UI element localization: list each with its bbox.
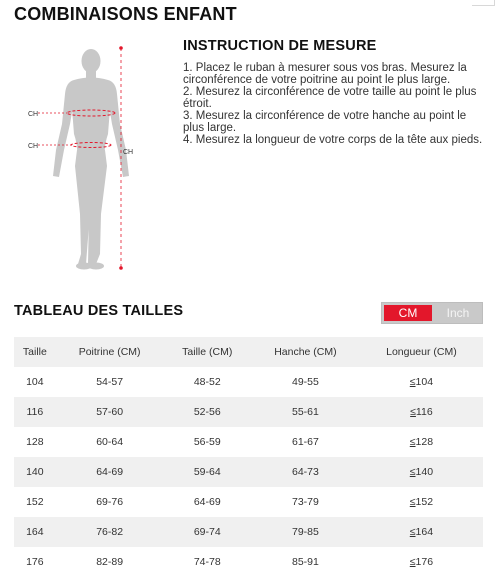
height-marker-label: CH [123, 149, 134, 156]
column-header: Taille [22, 346, 47, 358]
waist-cell: 52-56 [193, 406, 221, 418]
size-table-body [14, 367, 483, 577]
table-row [14, 487, 483, 517]
column-header: Taille (CM) [182, 346, 233, 358]
hip-cell: 85-91 [291, 556, 319, 568]
instruction-step: 2. Mesurez la circonférence de votre taille au point le plus étroit. [183, 86, 477, 110]
length-value: 116 [415, 406, 433, 418]
chest-cell: 82-89 [96, 556, 124, 568]
chest-cell: 60-64 [96, 436, 124, 448]
chest-cell: 57-60 [96, 406, 124, 418]
page-title: COMBINAISONS ENFANT [14, 4, 237, 24]
instruction-step: 3. Mesurez la circonférence de votre hanche au point le plus large. [183, 110, 467, 134]
hip-cell: 49-55 [291, 376, 319, 388]
length-cell [360, 547, 483, 577]
instruction-step: 1. Placez le ruban à mesurer sous vos bras. Mesurez la circonférence de votre poitrine au point le plus large. [183, 62, 467, 86]
height-bottom-dot [119, 266, 123, 270]
size-cell: 104 [26, 376, 44, 388]
less-or-equal-icon: ≤ [410, 406, 416, 418]
hip-cell: 55-61 [291, 406, 319, 418]
length-value: 104 [415, 376, 434, 388]
instructions-title: INSTRUCTION DE MESURE [183, 38, 377, 54]
hip-cell: 73-79 [291, 496, 319, 508]
table-row [14, 427, 483, 457]
column-header: Poitrine (CM) [78, 346, 141, 358]
length-value: 164 [415, 526, 434, 538]
waist-cell: 74-78 [193, 556, 221, 568]
waist-cell: 59-64 [193, 466, 221, 478]
size-cell: 128 [26, 436, 44, 448]
waist-cell: 56-59 [193, 436, 221, 448]
instruction-step: 4. Mesurez la longueur de votre corps de la tête aux pieds. [183, 134, 483, 146]
less-or-equal-icon: ≤ [409, 556, 416, 568]
table-row [14, 517, 483, 547]
unit-inch-button[interactable]: Inch [434, 303, 482, 323]
length-value: 128 [415, 436, 434, 448]
unit-toggle[interactable] [381, 302, 483, 324]
chest-cell: 54-57 [96, 376, 124, 388]
less-or-equal-icon: ≤ [409, 496, 416, 508]
length-cell [360, 397, 483, 427]
body-measurement-figure [26, 38, 151, 278]
length-cell [360, 487, 483, 517]
waist-cell: 69-74 [193, 526, 221, 538]
table-row [14, 397, 483, 427]
hip-cell: 61-67 [291, 436, 319, 448]
less-or-equal-icon: ≤ [409, 526, 416, 538]
length-value: 176 [415, 556, 434, 568]
size-cell: 176 [26, 556, 44, 568]
size-table [14, 337, 483, 577]
length-value: 140 [415, 466, 434, 478]
table-row [14, 547, 483, 577]
less-or-equal-icon: ≤ [409, 466, 416, 478]
size-chart-title: TABLEAU DES TAILLES [14, 303, 184, 319]
length-cell [360, 457, 483, 487]
height-top-dot [119, 46, 123, 50]
size-cell: 164 [26, 526, 44, 538]
column-header: Longueur (CM) [386, 346, 457, 358]
corner-close-icon[interactable] [472, 0, 495, 6]
waist-cell: 48-52 [193, 376, 221, 388]
size-cell: 152 [26, 496, 44, 508]
chest-cell: 64-69 [96, 466, 124, 478]
body-silhouette [53, 49, 129, 270]
chest-cell: 69-76 [96, 496, 124, 508]
hip-marker-label: CH [28, 143, 39, 150]
hip-cell: 79-85 [291, 526, 319, 538]
unit-cm-button[interactable]: CM [382, 303, 434, 323]
less-or-equal-icon: ≤ [409, 376, 416, 388]
chest-cell: 76-82 [96, 526, 124, 538]
size-cell: 140 [26, 466, 44, 478]
instructions-text [183, 62, 483, 146]
size-cell: 116 [26, 406, 44, 418]
table-row [14, 367, 483, 397]
length-value: 152 [415, 496, 434, 508]
waist-cell: 64-69 [193, 496, 221, 508]
chest-marker-label: CH [28, 111, 39, 118]
hip-cell: 64-73 [291, 466, 319, 478]
length-cell [360, 427, 483, 457]
less-or-equal-icon: ≤ [409, 436, 416, 448]
length-cell [360, 517, 483, 547]
table-header-row [14, 337, 483, 367]
length-cell [360, 367, 483, 397]
table-row [14, 457, 483, 487]
column-header: Hanche (CM) [274, 346, 337, 358]
